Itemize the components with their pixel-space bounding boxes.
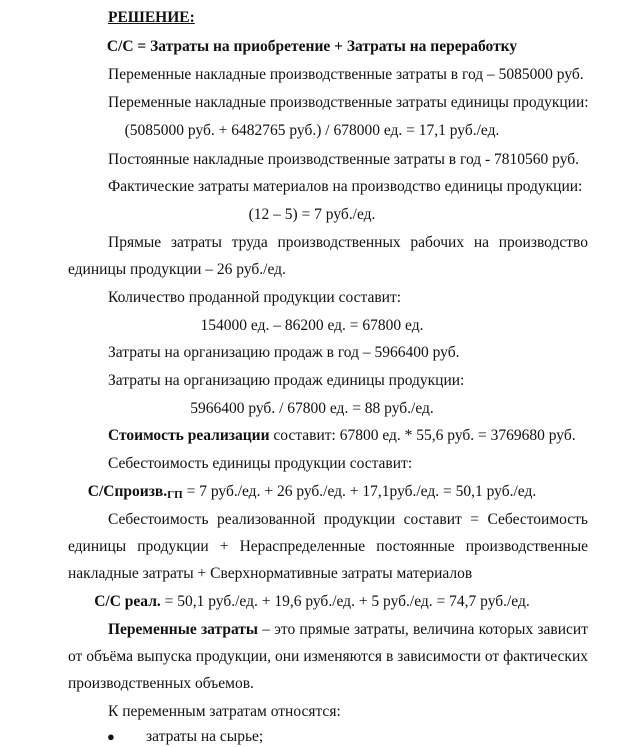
text-line: единицы продукции + Нераспределенные постоянные производственные bbox=[68, 538, 588, 555]
heading: РЕШЕНИЕ: bbox=[108, 9, 195, 26]
formula-line: (5085000 руб. + 6482765 руб.) / 678000 ед. = 17,1 руб./ед. bbox=[124, 122, 500, 139]
formula-subscript: ГП bbox=[167, 489, 183, 501]
text-line bbox=[68, 510, 588, 530]
text-line: Переменные накладные производственные затраты единицы продукции: bbox=[108, 94, 589, 111]
text-line: Постоянные накладные производственные затраты в год - 7810560 руб. bbox=[108, 151, 580, 168]
formula-line: 154000 ед. – 86200 ед. = 67800 ед. bbox=[200, 317, 424, 334]
definition-line bbox=[68, 620, 588, 640]
text-span: составит: 67800 ед. * 55,6 руб. = 3769680 руб. bbox=[269, 427, 576, 444]
bullet-icon: ● bbox=[107, 729, 115, 744]
text-line bbox=[68, 233, 588, 253]
term-bold: Стоимость реализации bbox=[108, 427, 270, 444]
text-line: Затраты на организацию продаж единицы продукции: bbox=[108, 372, 465, 389]
text-span: = 7 руб./ед. + 26 руб./ед. + 17,1руб./ед. = 50,1 руб./ед. bbox=[182, 483, 537, 500]
text-line: К переменным затратам относятся: bbox=[108, 703, 341, 720]
formula-line bbox=[0, 482, 624, 503]
text-line: Переменные накладные производственные затраты в год – 5085000 руб. bbox=[108, 66, 584, 83]
text-line: единицы продукции – 26 руб./ед. bbox=[68, 261, 286, 278]
text-line: Себестоимость единицы продукции составит: bbox=[108, 455, 413, 472]
text-span: Себестоимость реализованной продукции составит = Себестоимость bbox=[108, 511, 588, 528]
list-item: затраты на сырье; bbox=[146, 728, 264, 745]
text-line: Количество проданной продукции составит: bbox=[108, 289, 402, 306]
formula-line: 5966400 руб. / 67800 ед. = 88 руб./ед. bbox=[190, 400, 434, 417]
text-line: Затраты на организацию продаж в год – 5966400 руб. bbox=[108, 344, 460, 361]
text-line: от объёма выпуска продукции, они изменяются в зависимости от фактических bbox=[68, 648, 588, 665]
formula-line: (12 – 5) = 7 руб./ед. bbox=[248, 206, 376, 223]
main-formula: С/С = Затраты на приобретение + Затраты на переработку bbox=[106, 38, 518, 55]
term-bold: Переменные затраты bbox=[108, 621, 259, 638]
formula-term: С/С реал. bbox=[94, 593, 161, 610]
formula-line bbox=[0, 592, 624, 612]
text-line: Фактические затраты материалов на производство единицы продукции: bbox=[108, 178, 583, 195]
text-span: Прямые затраты труда производственных рабочих на производство bbox=[108, 234, 588, 251]
text-span: = 50,1 руб./ед. + 19,6 руб./ед. + 5 руб./ед. = 74,7 руб./ед. bbox=[160, 593, 530, 610]
text-line: накладные затраты + Сверхнормативные затраты материалов bbox=[68, 565, 473, 582]
text-line: производственных объемов. bbox=[68, 675, 254, 692]
sale-cost-line bbox=[108, 426, 576, 446]
formula-term: С/Спроизв. bbox=[87, 483, 168, 500]
text-span: – это прямые затраты, величина которых зависит bbox=[258, 621, 588, 638]
